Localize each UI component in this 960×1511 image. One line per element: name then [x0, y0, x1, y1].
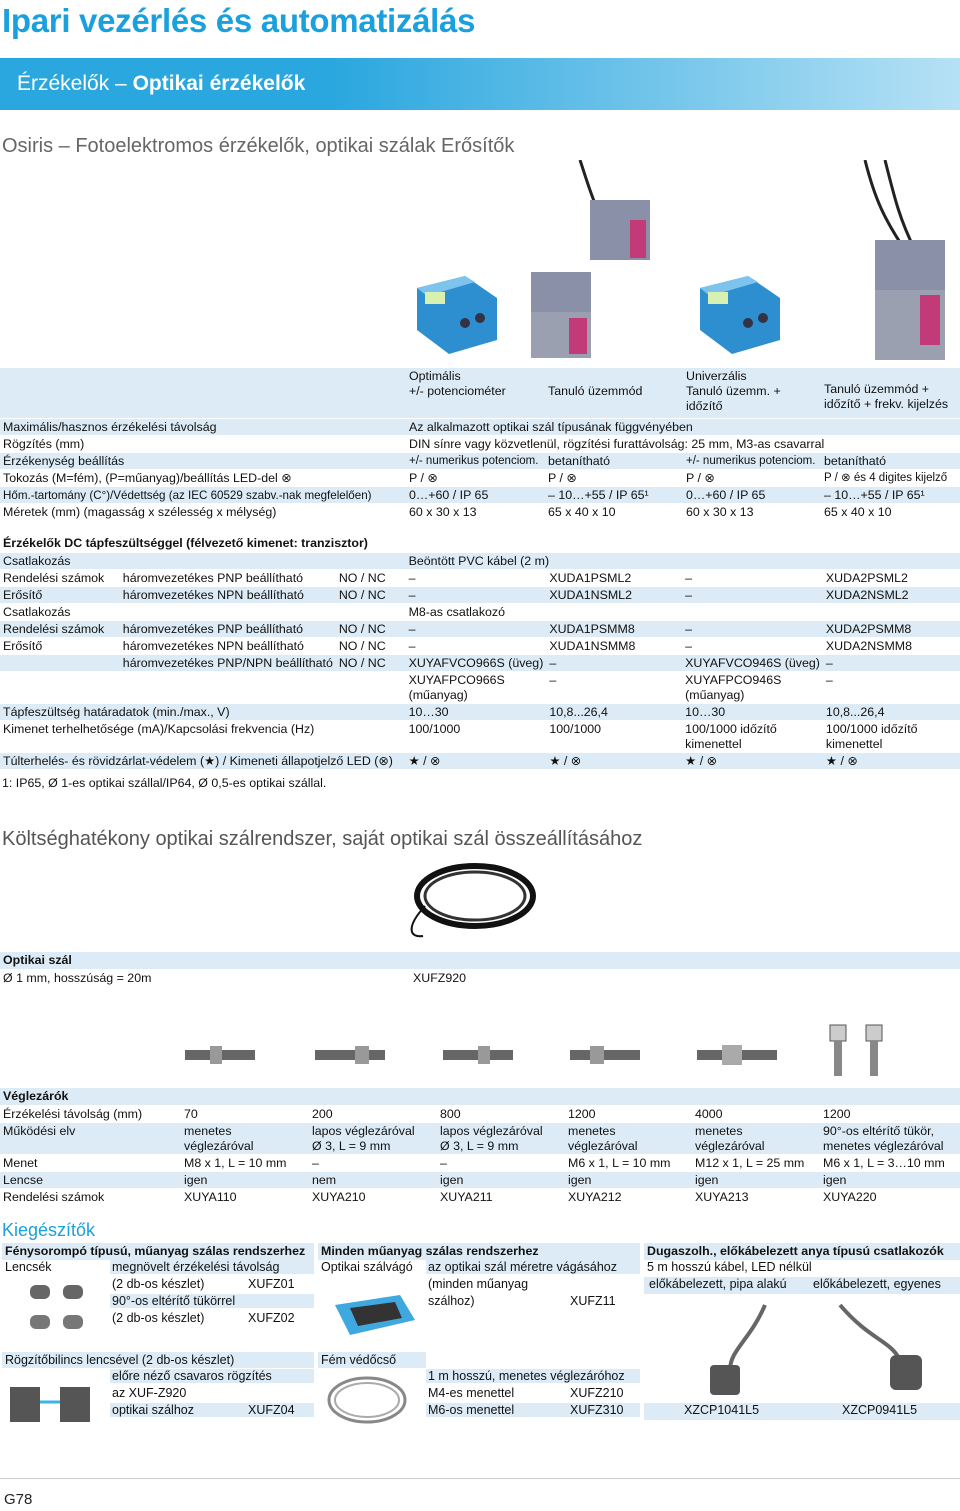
spec-row: Tokozás (M=fém), (P=műanyag)/beállítás LED-del ⊗ P / ⊗ P / ⊗ P / ⊗ P / ⊗ és 4 digites kijelző [0, 469, 960, 486]
endcap-row: Menet M8 x 1, L = 10 mm – – M6 x 1, L = 10 mm M12 x 1, L = 25 mm M6 x 1, L = 3…10 mm [0, 1154, 960, 1171]
dc-row: Rendelési számok háromvezetékes PNP beállítható NO / NC – XUDA1PSML2 – XUDA2PSML2 [0, 569, 960, 586]
dc-row: XUYAFPCO966S (műanyag) – XUYAFPCO946S (műanyag) – [0, 671, 960, 703]
acc-tube-desc-3: M6-os menettel XUFZ310 [426, 1403, 640, 1417]
page-number: G78 [4, 1491, 33, 1508]
acc-clamp-desc-1: előre néző csavaros rögzítés [110, 1369, 314, 1383]
footnote: 1: IP65, Ø 1-es optikai szállal/IP64, Ø 0,5-es optikai szállal. [2, 776, 327, 790]
acc-clamp-head: Rögzítőbilincs lencsével (2 db-os készlet) [2, 1352, 314, 1368]
dc-row: Rendelési számok háromvezetékes PNP beállítható NO / NC – XUDA1PSMM8 – XUDA2PSMM8 [0, 620, 960, 637]
endcap-row: Működési elv menetes véglezáróval lapos véglezáróval Ø 3, L = 9 mm lapos véglezáróval Ø 3, L = 9 mm menetes véglezáróval menetes véglezáróval 90°-os eltérítő tükör, menetes véglezáróval [0, 1122, 960, 1154]
fiber-row: Ø 1 mm, hosszúság = 20m XUFZ920 [0, 969, 960, 986]
amplifier-image-4 [845, 160, 955, 360]
acc-cutter-desc-2: (minden műanyag [428, 1277, 529, 1291]
amplifier-image-1 [405, 268, 505, 358]
acc-col3-head: Dugaszolh., előkábelezett anya típusú csatlakozók [644, 1243, 960, 1260]
acc-col2-head: Minden műanyag szálas rendszerhez [318, 1243, 640, 1260]
acc-lens-desc-1: megnövelt érzékelési távolság [110, 1260, 314, 1274]
acc-lens-set-1: (2 db-os készlet) XUFZ01 [112, 1277, 295, 1291]
dc-row: Csatlakozás M8-as csatlakozó [0, 603, 960, 620]
acc-lenses-label: Lencsék [5, 1260, 52, 1274]
tube-image [322, 1370, 417, 1430]
acc-lens-set-2: (2 db-os készlet) XUFZ02 [112, 1311, 295, 1325]
dc-row: Erősítő háromvezetékes NPN beállítható NO / NC – XUDA1NSML2 – XUDA2NSML2 [0, 586, 960, 603]
endcap-row: Lencse igen nem igen igen igen igen [0, 1171, 960, 1188]
cutter-image [330, 1290, 420, 1340]
acc-cutter-desc-1: az optikai szál méretre vágásához [426, 1260, 640, 1274]
spec-row: Maximális/hasznos érzékelési távolság Az alkalmazott optikai szál típusának függvényében [0, 418, 960, 435]
col-head-1: Optimális +/- potenciométer [406, 368, 545, 418]
endcap-image-4 [565, 1040, 645, 1070]
spec-row: Méretek (mm) (magasság x szélesség x mélység) 60 x 30 x 13 65 x 40 x 10 60 x 30 x 13 65 x 40 x 10 [0, 503, 960, 520]
fiber-head-row: Optikai szál [0, 952, 960, 969]
dc-row: Tápfeszültség határadatok (min./max., V) 10…30 10,8...26,4 10…30 10,8...26,4 [0, 703, 960, 720]
spec-row: Rögzítés (mm) DIN sínre vagy közvetlenül, rögzítési furattávolság: 25 mm, M3-as csavarral [0, 435, 960, 452]
connector-angled-image [690, 1300, 770, 1400]
fiber-section-title: Költséghatékony optikai szálrendszer, saját optikai szál összeállításához [2, 828, 643, 850]
clamp-image [5, 1372, 100, 1432]
acc-connector-desc: 5 m hosszú kábel, LED nélkül [647, 1260, 812, 1274]
dc-table [0, 535, 960, 770]
dc-row: Túlterhelés- és rövidzárlat-védelem (★) / Kimeneti állapotjelző LED (⊗) ★ / ⊗ ★ / ⊗ ★ / ⊗ ★ / ⊗ [0, 752, 960, 769]
acc-tube-desc-1: 1 m hosszú, menetes véglezáróhoz [426, 1369, 640, 1383]
acc-connector-code-2: XZCP0941L5 [842, 1403, 918, 1417]
product-subtitle: Osiris – Fotoelektromos érzékelők, optikai szálak Erősítők [2, 135, 515, 157]
dc-row: Kimenet terhelhetősége (mA)/Kapcsolási frekvencia (Hz) 100/1000 100/1000 100/1000 időzítő kimenettel 100/1000 időzítő kimenettel [0, 720, 960, 752]
dc-row: háromvezetékes PNP/NPN beállítható NO / NC XUYAFVCO966S (üveg) – XUYAFVCO946S (üveg) – [0, 654, 960, 671]
endcap-image-2 [310, 1040, 390, 1070]
page-title: Ipari vezérlés és automatizálás [2, 2, 476, 39]
endcap-image-5 [692, 1040, 782, 1070]
fiber-coil-image [405, 858, 545, 938]
acc-lens-desc-2: 90°-os eltérítő tükörrel [110, 1294, 314, 1308]
footer-divider [0, 1478, 960, 1479]
lens-image [25, 1280, 95, 1340]
endcap-image-1 [180, 1040, 260, 1070]
dc-row: Erősítő háromvezetékes NPN beállítható NO / NC – XUDA1NSMM8 – XUDA2NSMM8 [0, 637, 960, 654]
banner-category: Érzékelők – [17, 72, 133, 95]
acc-tube-desc-2: M4-es menettel XUFZ210 [428, 1386, 624, 1400]
endcap-image-3 [438, 1040, 518, 1070]
fiber-table [0, 952, 960, 987]
endcap-head-row: Véglezárók [0, 1088, 960, 1105]
amplifier-image-3 [688, 268, 788, 358]
col-head-4: Tanuló üzemmód + időzítő + frekv. kijelzés [821, 368, 960, 418]
acc-clamp-desc-2: az XUF-Z920 [112, 1386, 187, 1400]
spec-row: Érzékenység beállítás +/- numerikus potenciom. betanítható +/- numerikus potenciom. betanítható [0, 452, 960, 469]
banner-text [17, 72, 305, 96]
dc-title-row: Érzékelők DC tápfeszültséggel (félvezető kimenet: tranzisztor) [0, 535, 960, 552]
acc-clamp-desc-3: optikai szálhoz XUFZ04 [110, 1403, 314, 1417]
spec-header-row [0, 368, 960, 418]
spec-table [0, 368, 960, 521]
banner-subcategory: Optikai érzékelők [132, 72, 306, 95]
endcap-table [0, 1088, 960, 1206]
endcap-row: Érzékelési távolság (mm) 70 200 800 1200 4000 1200 [0, 1105, 960, 1122]
dc-row: Csatlakozás Beöntött PVC kábel (2 m) [0, 552, 960, 569]
acc-cutter-desc-3: szálhoz) XUFZ11 [428, 1294, 616, 1308]
col-head-2: Tanuló üzemmód [545, 368, 683, 418]
connector-straight-image [830, 1300, 940, 1400]
acc-connector-type-1: előkábelezett, pipa alakú [649, 1277, 787, 1291]
endcap-image-6 [822, 1020, 892, 1080]
amplifier-image-2 [495, 268, 595, 358]
accessories-title: Kiegészítők [2, 1220, 96, 1240]
endcap-row: Rendelési számok XUYA110 XUYA210 XUYA211 XUYA212 XUYA213 XUYA220 [0, 1188, 960, 1205]
acc-col1-head: Fénysorompó típusú, műanyag szálas rendszerhez [2, 1243, 314, 1260]
acc-cutter-label: Optikai szálvágó [321, 1260, 413, 1274]
spec-row: Hőm.-tartomány (C°)/Védettség (az IEC 60529 szabv.-nak megfelelően) 0…+60 / IP 65 – 10…+55 / IP 65¹ 0…+60 / IP 65 – 10…+55 / IP 65¹ [0, 486, 960, 503]
acc-connector-type-2: előkábelezett, egyenes [813, 1277, 941, 1291]
amplifier-image-5 [550, 160, 660, 260]
acc-connector-code-1: XZCP1041L5 [684, 1403, 760, 1417]
col-head-3: Univerzális Tanuló üzemm. + időzítő [683, 368, 821, 418]
acc-tube-head: Fém védőcső [318, 1352, 426, 1368]
